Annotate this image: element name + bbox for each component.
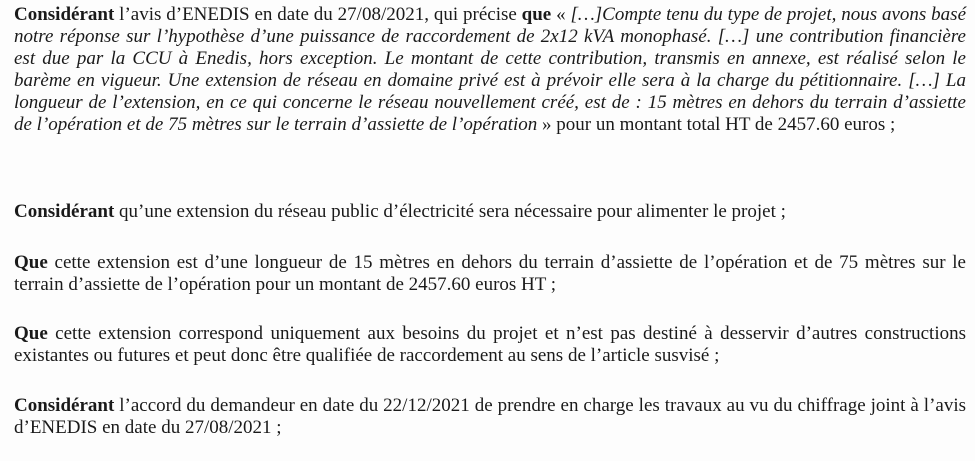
paragraph-text: cette extension est d’une longueur de 15 mètres en dehors du terrain d’assiette de l’opération et de 75 mètres sur le terrain d’assiette de l’opération pour un montant de 2457.60 euros HT ; xyxy=(14,252,966,295)
paragraph-enedis-opinion xyxy=(14,4,966,136)
paragraph-extension-needed xyxy=(14,201,966,223)
keyword-considerant: Considérant xyxy=(14,201,115,222)
keyword-considerant: Considérant xyxy=(14,4,115,25)
keyword-considerant: Considérant xyxy=(14,395,115,416)
paragraph-text: cette extension correspond uniquement aux besoins du projet et n’est pas destiné à desservir d’autres constructions existantes ou futures et peut donc être qualifiée de raccordement au sens de l’article susvisé ; xyxy=(14,323,966,366)
paragraph-extension-purpose xyxy=(14,323,966,367)
paragraph-applicant-agreement xyxy=(14,395,966,439)
keyword-que: que xyxy=(521,4,552,25)
keyword-que: Que xyxy=(14,323,48,344)
enedis-quotation: […]Compte tenu du type de projet, nous avons basé notre réponse sur l’hypothèse d’une puissance de raccordement de 2x12 kVA monophasé. […] une contribution financière est due par la CCU à Enedis, hors exception. Le montant de cette contribution, transmis en annexe, est réalisé selon le barème en vigueur. Une extension de réseau en domaine privé est à prévoir elle sera à la charge du pétitionnaire. […] La longueur de l’extension, en ce qui concerne le réseau nouvellement créé, est de : 15 mètres en dehors du terrain d’assiette de l’opération et de 75 mètres sur le terrain d’assiette de l’opération xyxy=(14,4,967,135)
paragraph-tail: » pour un montant total HT de 2457.60 euros ; xyxy=(537,114,896,135)
keyword-que: Que xyxy=(14,252,48,273)
quote-open: « xyxy=(551,4,571,25)
paragraph-text: l’accord du demandeur en date du 22/12/2021 de prendre en charge les travaux au vu du chiffrage joint à l’avis d’ENEDIS en date du 27/08/2021 ; xyxy=(14,395,966,438)
paragraph-extension-length xyxy=(14,252,966,296)
paragraph-text: l’avis d’ENEDIS en date du 27/08/2021, qui précise xyxy=(114,4,522,25)
paragraph-text: qu’une extension du réseau public d’électricité sera nécessaire pour alimenter le projet ; xyxy=(114,201,786,222)
